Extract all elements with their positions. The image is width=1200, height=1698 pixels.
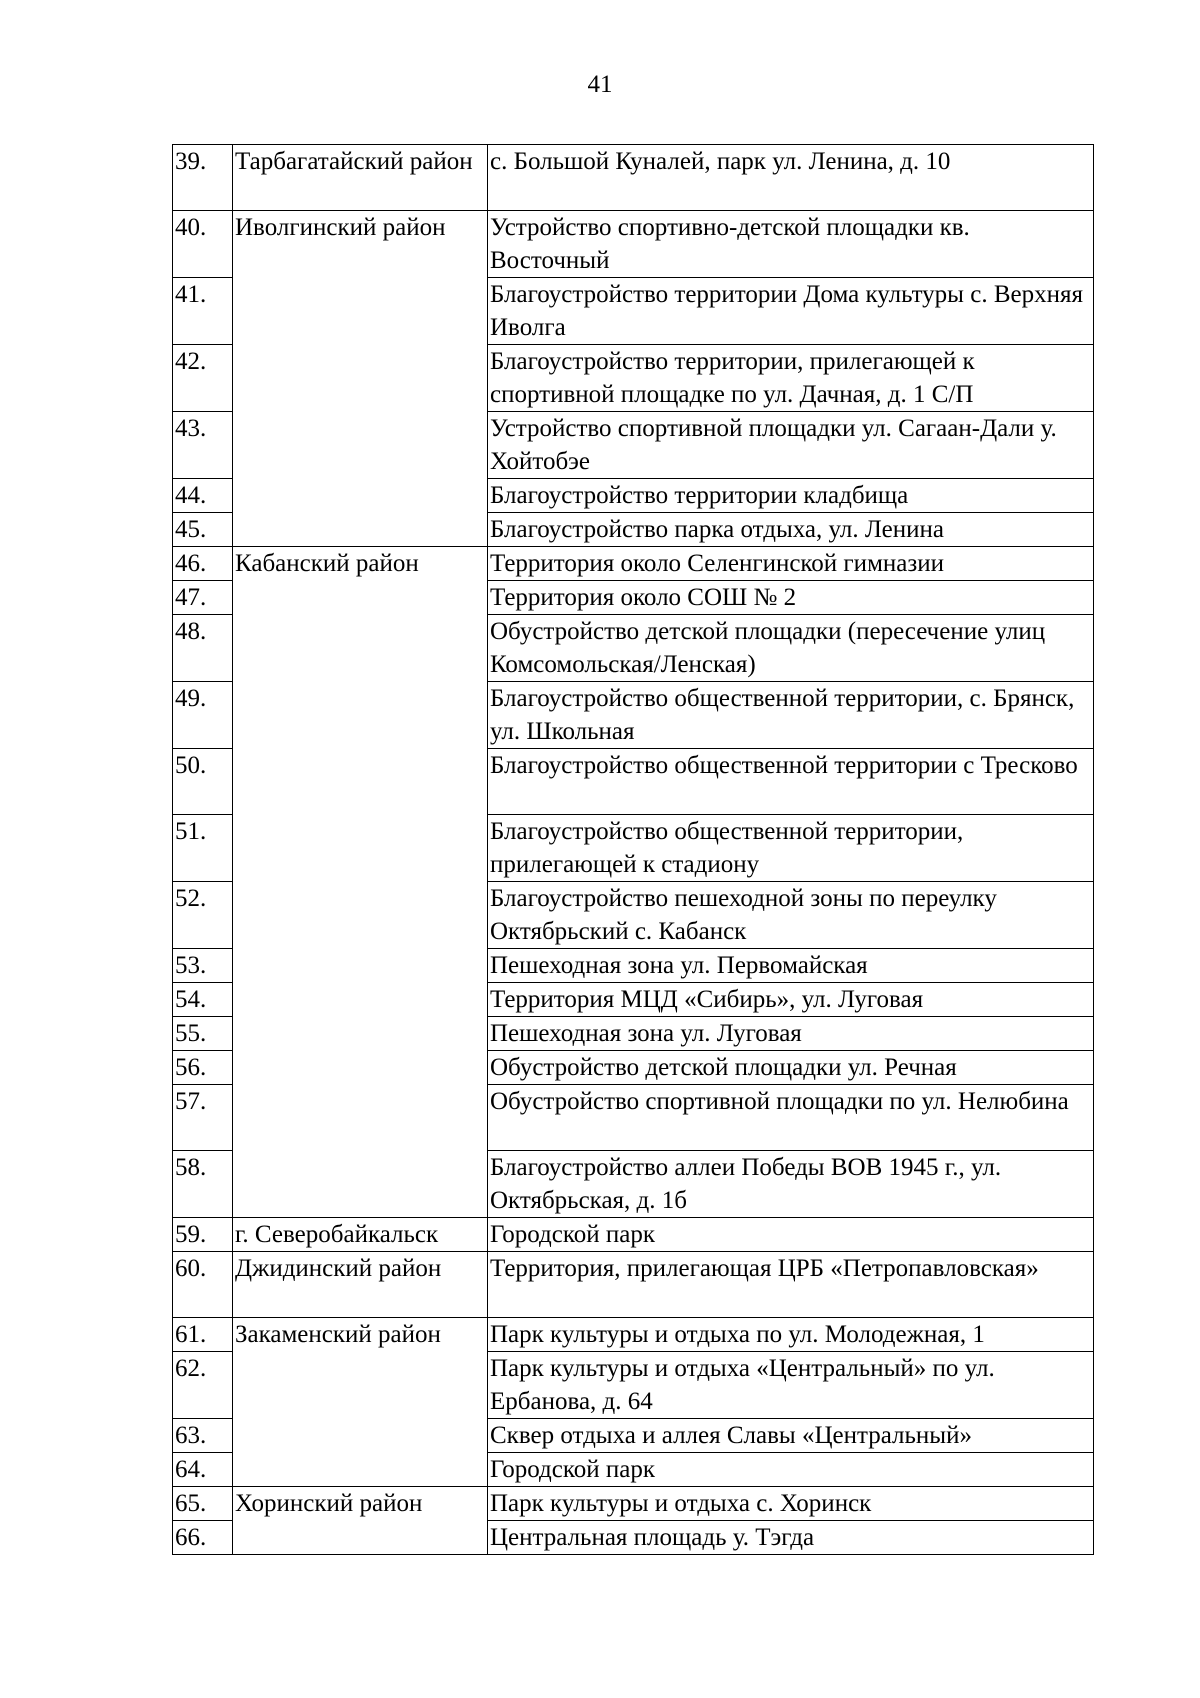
object-cell: Устройство спортивно-детской площадки кв. Восточный <box>488 211 1094 278</box>
object-cell: Благоустройство парка отдыха, ул. Ленина <box>488 513 1094 547</box>
row-number-cell: 42. <box>173 345 233 412</box>
row-number-cell: 63. <box>173 1419 233 1453</box>
row-number-cell: 45. <box>173 513 233 547</box>
row-number-cell: 57. <box>173 1085 233 1151</box>
object-cell: Благоустройство территории Дома культуры с. Верхняя Иволга <box>488 278 1094 345</box>
row-number-cell: 64. <box>173 1453 233 1487</box>
object-cell: Благоустройство аллеи Победы ВОВ 1945 г., ул. Октябрьская, д. 1б <box>488 1151 1094 1218</box>
object-cell: Пешеходная зона ул. Первомайская <box>488 949 1094 983</box>
object-cell: Благоустройство территории кладбища <box>488 479 1094 513</box>
object-cell: Обустройство детской площадки ул. Речная <box>488 1051 1094 1085</box>
row-number-cell: 47. <box>173 581 233 615</box>
object-cell: Пешеходная зона ул. Луговая <box>488 1017 1094 1051</box>
object-cell: Территория МЦД «Сибирь», ул. Луговая <box>488 983 1094 1017</box>
object-cell: Городской парк <box>488 1453 1094 1487</box>
page-number: 41 <box>587 71 613 98</box>
object-cell: Парк культуры и отдыха с. Хоринск <box>488 1487 1094 1521</box>
object-cell: Парк культуры и отдыха «Центральный» по ул. Ербанова, д. 64 <box>488 1352 1094 1419</box>
table-row <box>173 145 1094 211</box>
table-row <box>173 547 1094 581</box>
row-number-cell: 48. <box>173 615 233 682</box>
object-cell: Благоустройство общественной территории, прилегающей к стадиону <box>488 815 1094 882</box>
object-cell: Устройство спортивной площадки ул. Сагаан-Дали у. Хойтобэе <box>488 412 1094 479</box>
row-number-cell: 43. <box>173 412 233 479</box>
object-cell: Обустройство спортивной площадки по ул. Нелюбина <box>488 1085 1094 1151</box>
row-number-cell: 60. <box>173 1252 233 1318</box>
row-number-cell: 59. <box>173 1218 233 1252</box>
object-cell: Благоустройство территории, прилегающей к спортивной площадке по ул. Дачная, д. 1 С/П <box>488 345 1094 412</box>
object-cell: Благоустройство общественной территории с Тресково <box>488 749 1094 815</box>
table-row <box>173 1218 1094 1252</box>
row-number-cell: 39. <box>173 145 233 211</box>
object-cell: Территория около Селенгинской гимназии <box>488 547 1094 581</box>
object-cell: Благоустройство пешеходной зоны по переулку Октябрьский с. Кабанск <box>488 882 1094 949</box>
row-number-cell: 61. <box>173 1318 233 1352</box>
district-cell: г. Северобайкальск <box>233 1218 488 1252</box>
objects-table <box>172 144 1094 1555</box>
row-number-cell: 62. <box>173 1352 233 1419</box>
district-cell: Иволгинский район <box>233 211 488 547</box>
row-number-cell: 54. <box>173 983 233 1017</box>
row-number-cell: 41. <box>173 278 233 345</box>
table-row <box>173 1318 1094 1352</box>
district-cell: Джидинский район <box>233 1252 488 1318</box>
object-cell: Территория около СОШ № 2 <box>488 581 1094 615</box>
object-cell: Центральная площадь у. Тэгда <box>488 1521 1094 1555</box>
row-number-cell: 50. <box>173 749 233 815</box>
object-cell: Благоустройство общественной территории, с. Брянск, ул. Школьная <box>488 682 1094 749</box>
district-cell: Закаменский район <box>233 1318 488 1487</box>
district-cell: Кабанский район <box>233 547 488 1218</box>
row-number-cell: 55. <box>173 1017 233 1051</box>
object-cell: Городской парк <box>488 1218 1094 1252</box>
object-cell: с. Большой Куналей, парк ул. Ленина, д. 10 <box>488 145 1094 211</box>
row-number-cell: 51. <box>173 815 233 882</box>
district-cell: Тарбагатайский район <box>233 145 488 211</box>
object-cell: Сквер отдыха и аллея Славы «Центральный» <box>488 1419 1094 1453</box>
district-cell: Хоринский район <box>233 1487 488 1555</box>
row-number-cell: 46. <box>173 547 233 581</box>
row-number-cell: 65. <box>173 1487 233 1521</box>
row-number-cell: 44. <box>173 479 233 513</box>
row-number-cell: 52. <box>173 882 233 949</box>
object-cell: Парк культуры и отдыха по ул. Молодежная, 1 <box>488 1318 1094 1352</box>
row-number-cell: 53. <box>173 949 233 983</box>
row-number-cell: 58. <box>173 1151 233 1218</box>
row-number-cell: 40. <box>173 211 233 278</box>
object-cell: Территория, прилегающая ЦРБ «Петропавловская» <box>488 1252 1094 1318</box>
row-number-cell: 66. <box>173 1521 233 1555</box>
table-row <box>173 211 1094 278</box>
table-body <box>173 145 1094 1555</box>
object-cell: Обустройство детской площадки (пересечение улиц Комсомольская/Ленская) <box>488 615 1094 682</box>
table-row <box>173 1487 1094 1521</box>
row-number-cell: 56. <box>173 1051 233 1085</box>
row-number-cell: 49. <box>173 682 233 749</box>
table-row <box>173 1252 1094 1318</box>
